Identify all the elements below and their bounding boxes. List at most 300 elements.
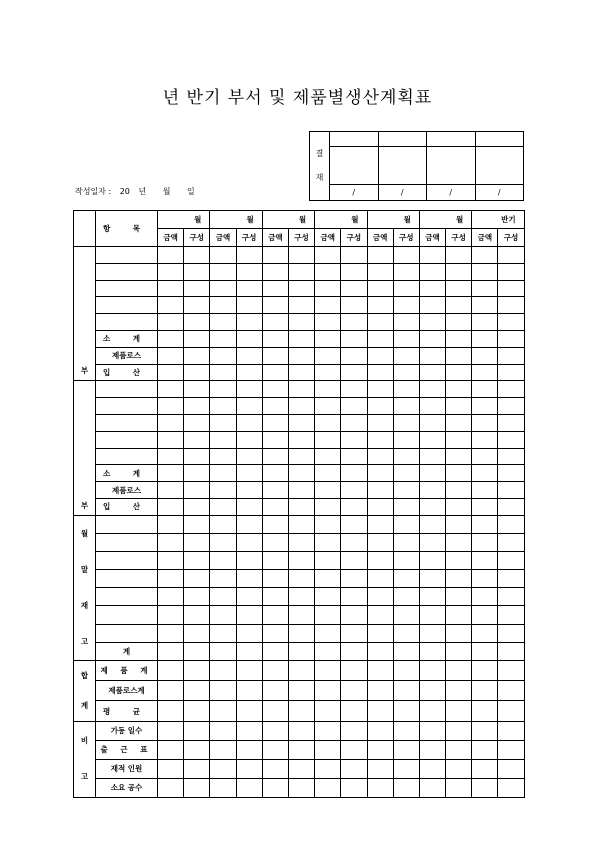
- value-cell[interactable]: [184, 330, 210, 347]
- value-cell[interactable]: [419, 740, 445, 759]
- value-cell[interactable]: [158, 515, 184, 533]
- value-cell[interactable]: [184, 681, 210, 701]
- value-cell[interactable]: [419, 347, 445, 364]
- value-cell[interactable]: [210, 660, 236, 680]
- value-cell[interactable]: [367, 414, 393, 431]
- value-cell[interactable]: [184, 721, 210, 740]
- value-cell[interactable]: [341, 263, 367, 280]
- value-cell[interactable]: [419, 721, 445, 740]
- value-cell[interactable]: [288, 721, 314, 740]
- value-cell[interactable]: [498, 759, 524, 778]
- value-cell[interactable]: [393, 515, 419, 533]
- value-cell[interactable]: [315, 381, 341, 398]
- value-cell[interactable]: [419, 465, 445, 482]
- value-cell[interactable]: [446, 740, 472, 759]
- item-name-cell[interactable]: [96, 398, 158, 415]
- value-cell[interactable]: [315, 330, 341, 347]
- value-cell[interactable]: [210, 570, 236, 588]
- value-cell[interactable]: [236, 588, 262, 606]
- value-cell[interactable]: [472, 721, 498, 740]
- item-name-cell[interactable]: [96, 570, 158, 588]
- value-cell[interactable]: [158, 642, 184, 660]
- value-cell[interactable]: [472, 330, 498, 347]
- value-cell[interactable]: [184, 660, 210, 680]
- value-cell[interactable]: [262, 759, 288, 778]
- value-cell[interactable]: [341, 280, 367, 297]
- value-cell[interactable]: [210, 740, 236, 759]
- value-cell[interactable]: [236, 314, 262, 331]
- value-cell[interactable]: [472, 552, 498, 570]
- value-cell[interactable]: [498, 606, 524, 624]
- value-cell[interactable]: [341, 778, 367, 797]
- value-cell[interactable]: [315, 624, 341, 642]
- value-cell[interactable]: [446, 660, 472, 680]
- value-cell[interactable]: [210, 701, 236, 721]
- value-cell[interactable]: [210, 533, 236, 551]
- value-cell[interactable]: [315, 364, 341, 381]
- value-cell[interactable]: [393, 552, 419, 570]
- value-cell[interactable]: [472, 263, 498, 280]
- value-cell[interactable]: [236, 721, 262, 740]
- value-cell[interactable]: [446, 606, 472, 624]
- value-cell[interactable]: [236, 482, 262, 499]
- value-cell[interactable]: [184, 642, 210, 660]
- value-cell[interactable]: [498, 498, 524, 515]
- value-cell[interactable]: [393, 347, 419, 364]
- value-cell[interactable]: [419, 398, 445, 415]
- value-cell[interactable]: [315, 552, 341, 570]
- value-cell[interactable]: [262, 482, 288, 499]
- value-cell[interactable]: [498, 431, 524, 448]
- value-cell[interactable]: [315, 448, 341, 465]
- value-cell[interactable]: [288, 642, 314, 660]
- value-cell[interactable]: [236, 414, 262, 431]
- value-cell[interactable]: [393, 398, 419, 415]
- value-cell[interactable]: [498, 701, 524, 721]
- value-cell[interactable]: [158, 740, 184, 759]
- value-cell[interactable]: [419, 482, 445, 499]
- value-cell[interactable]: [262, 280, 288, 297]
- value-cell[interactable]: [236, 247, 262, 264]
- value-cell[interactable]: [288, 347, 314, 364]
- approval-date-cell[interactable]: /: [378, 185, 427, 201]
- value-cell[interactable]: [472, 414, 498, 431]
- value-cell[interactable]: [236, 347, 262, 364]
- value-cell[interactable]: [158, 314, 184, 331]
- value-cell[interactable]: [341, 588, 367, 606]
- value-cell[interactable]: [393, 588, 419, 606]
- value-cell[interactable]: [158, 624, 184, 642]
- value-cell[interactable]: [262, 681, 288, 701]
- value-cell[interactable]: [472, 642, 498, 660]
- value-cell[interactable]: [288, 740, 314, 759]
- value-cell[interactable]: [210, 642, 236, 660]
- item-name-cell[interactable]: [96, 414, 158, 431]
- value-cell[interactable]: [393, 330, 419, 347]
- value-cell[interactable]: [315, 482, 341, 499]
- value-cell[interactable]: [367, 482, 393, 499]
- value-cell[interactable]: [262, 660, 288, 680]
- value-cell[interactable]: [184, 588, 210, 606]
- value-cell[interactable]: [288, 588, 314, 606]
- value-cell[interactable]: [210, 431, 236, 448]
- value-cell[interactable]: [262, 347, 288, 364]
- value-cell[interactable]: [341, 398, 367, 415]
- value-cell[interactable]: [184, 759, 210, 778]
- value-cell[interactable]: [419, 759, 445, 778]
- value-cell[interactable]: [262, 778, 288, 797]
- value-cell[interactable]: [184, 448, 210, 465]
- value-cell[interactable]: [446, 263, 472, 280]
- item-name-cell[interactable]: [96, 606, 158, 624]
- value-cell[interactable]: [262, 263, 288, 280]
- item-name-cell[interactable]: [96, 297, 158, 314]
- value-cell[interactable]: [158, 498, 184, 515]
- value-cell[interactable]: [210, 759, 236, 778]
- value-cell[interactable]: [236, 778, 262, 797]
- value-cell[interactable]: [419, 624, 445, 642]
- value-cell[interactable]: [236, 533, 262, 551]
- value-cell[interactable]: [315, 263, 341, 280]
- value-cell[interactable]: [498, 381, 524, 398]
- value-cell[interactable]: [341, 515, 367, 533]
- value-cell[interactable]: [210, 606, 236, 624]
- value-cell[interactable]: [210, 515, 236, 533]
- approval-sign-cell[interactable]: [330, 147, 379, 185]
- value-cell[interactable]: [498, 515, 524, 533]
- value-cell[interactable]: [393, 381, 419, 398]
- value-cell[interactable]: [498, 552, 524, 570]
- value-cell[interactable]: [498, 347, 524, 364]
- value-cell[interactable]: [288, 448, 314, 465]
- value-cell[interactable]: [210, 498, 236, 515]
- value-cell[interactable]: [210, 381, 236, 398]
- value-cell[interactable]: [184, 624, 210, 642]
- value-cell[interactable]: [315, 588, 341, 606]
- value-cell[interactable]: [262, 364, 288, 381]
- value-cell[interactable]: [472, 448, 498, 465]
- value-cell[interactable]: [262, 431, 288, 448]
- value-cell[interactable]: [262, 330, 288, 347]
- value-cell[interactable]: [315, 431, 341, 448]
- value-cell[interactable]: [262, 642, 288, 660]
- value-cell[interactable]: [472, 364, 498, 381]
- value-cell[interactable]: [262, 498, 288, 515]
- value-cell[interactable]: [419, 330, 445, 347]
- value-cell[interactable]: [184, 314, 210, 331]
- value-cell[interactable]: [236, 498, 262, 515]
- item-name-cell[interactable]: [96, 448, 158, 465]
- value-cell[interactable]: [184, 533, 210, 551]
- value-cell[interactable]: [315, 701, 341, 721]
- value-cell[interactable]: [158, 701, 184, 721]
- value-cell[interactable]: [472, 624, 498, 642]
- value-cell[interactable]: [446, 330, 472, 347]
- approval-title-cell[interactable]: [475, 132, 524, 147]
- value-cell[interactable]: [498, 721, 524, 740]
- value-cell[interactable]: [341, 759, 367, 778]
- value-cell[interactable]: [288, 280, 314, 297]
- value-cell[interactable]: [262, 533, 288, 551]
- value-cell[interactable]: [315, 314, 341, 331]
- value-cell[interactable]: [367, 398, 393, 415]
- value-cell[interactable]: [472, 465, 498, 482]
- value-cell[interactable]: [341, 465, 367, 482]
- value-cell[interactable]: [236, 297, 262, 314]
- value-cell[interactable]: [446, 498, 472, 515]
- value-cell[interactable]: [158, 660, 184, 680]
- value-cell[interactable]: [315, 778, 341, 797]
- value-cell[interactable]: [498, 297, 524, 314]
- value-cell[interactable]: [158, 263, 184, 280]
- value-cell[interactable]: [393, 498, 419, 515]
- value-cell[interactable]: [367, 740, 393, 759]
- value-cell[interactable]: [210, 465, 236, 482]
- value-cell[interactable]: [472, 588, 498, 606]
- value-cell[interactable]: [288, 533, 314, 551]
- value-cell[interactable]: [315, 280, 341, 297]
- value-cell[interactable]: [315, 498, 341, 515]
- value-cell[interactable]: [367, 642, 393, 660]
- value-cell[interactable]: [498, 533, 524, 551]
- value-cell[interactable]: [367, 314, 393, 331]
- value-cell[interactable]: [498, 280, 524, 297]
- value-cell[interactable]: [419, 280, 445, 297]
- value-cell[interactable]: [446, 247, 472, 264]
- value-cell[interactable]: [315, 347, 341, 364]
- value-cell[interactable]: [210, 263, 236, 280]
- value-cell[interactable]: [393, 465, 419, 482]
- value-cell[interactable]: [262, 398, 288, 415]
- value-cell[interactable]: [367, 681, 393, 701]
- value-cell[interactable]: [236, 465, 262, 482]
- value-cell[interactable]: [341, 347, 367, 364]
- value-cell[interactable]: [446, 398, 472, 415]
- value-cell[interactable]: [341, 701, 367, 721]
- value-cell[interactable]: [315, 740, 341, 759]
- value-cell[interactable]: [315, 606, 341, 624]
- value-cell[interactable]: [288, 498, 314, 515]
- value-cell[interactable]: [184, 740, 210, 759]
- value-cell[interactable]: [210, 552, 236, 570]
- value-cell[interactable]: [236, 606, 262, 624]
- value-cell[interactable]: [446, 624, 472, 642]
- value-cell[interactable]: [393, 247, 419, 264]
- value-cell[interactable]: [341, 660, 367, 680]
- value-cell[interactable]: [498, 588, 524, 606]
- value-cell[interactable]: [446, 588, 472, 606]
- value-cell[interactable]: [367, 431, 393, 448]
- value-cell[interactable]: [446, 701, 472, 721]
- value-cell[interactable]: [419, 778, 445, 797]
- value-cell[interactable]: [419, 247, 445, 264]
- value-cell[interactable]: [472, 570, 498, 588]
- value-cell[interactable]: [393, 701, 419, 721]
- value-cell[interactable]: [341, 681, 367, 701]
- value-cell[interactable]: [341, 482, 367, 499]
- value-cell[interactable]: [446, 721, 472, 740]
- value-cell[interactable]: [393, 448, 419, 465]
- value-cell[interactable]: [158, 681, 184, 701]
- value-cell[interactable]: [498, 482, 524, 499]
- value-cell[interactable]: [341, 247, 367, 264]
- value-cell[interactable]: [158, 364, 184, 381]
- value-cell[interactable]: [498, 364, 524, 381]
- value-cell[interactable]: [393, 263, 419, 280]
- value-cell[interactable]: [341, 606, 367, 624]
- value-cell[interactable]: [315, 465, 341, 482]
- value-cell[interactable]: [315, 515, 341, 533]
- value-cell[interactable]: [393, 778, 419, 797]
- item-name-cell[interactable]: [96, 533, 158, 551]
- value-cell[interactable]: [419, 606, 445, 624]
- value-cell[interactable]: [393, 533, 419, 551]
- item-name-cell[interactable]: [96, 431, 158, 448]
- value-cell[interactable]: [184, 465, 210, 482]
- value-cell[interactable]: [367, 515, 393, 533]
- value-cell[interactable]: [472, 778, 498, 797]
- value-cell[interactable]: [158, 778, 184, 797]
- value-cell[interactable]: [315, 398, 341, 415]
- value-cell[interactable]: [288, 364, 314, 381]
- value-cell[interactable]: [419, 314, 445, 331]
- value-cell[interactable]: [158, 588, 184, 606]
- value-cell[interactable]: [236, 364, 262, 381]
- value-cell[interactable]: [236, 330, 262, 347]
- value-cell[interactable]: [236, 263, 262, 280]
- value-cell[interactable]: [498, 465, 524, 482]
- value-cell[interactable]: [419, 533, 445, 551]
- value-cell[interactable]: [393, 681, 419, 701]
- value-cell[interactable]: [236, 280, 262, 297]
- value-cell[interactable]: [158, 297, 184, 314]
- value-cell[interactable]: [472, 515, 498, 533]
- value-cell[interactable]: [158, 431, 184, 448]
- value-cell[interactable]: [419, 431, 445, 448]
- value-cell[interactable]: [184, 701, 210, 721]
- value-cell[interactable]: [367, 552, 393, 570]
- value-cell[interactable]: [367, 570, 393, 588]
- value-cell[interactable]: [158, 721, 184, 740]
- value-cell[interactable]: [158, 448, 184, 465]
- value-cell[interactable]: [498, 247, 524, 264]
- value-cell[interactable]: [158, 347, 184, 364]
- value-cell[interactable]: [367, 759, 393, 778]
- value-cell[interactable]: [446, 482, 472, 499]
- value-cell[interactable]: [472, 280, 498, 297]
- approval-date-cell[interactable]: /: [427, 185, 476, 201]
- value-cell[interactable]: [498, 263, 524, 280]
- value-cell[interactable]: [236, 740, 262, 759]
- value-cell[interactable]: [184, 364, 210, 381]
- value-cell[interactable]: [288, 606, 314, 624]
- value-cell[interactable]: [262, 721, 288, 740]
- value-cell[interactable]: [288, 570, 314, 588]
- value-cell[interactable]: [419, 642, 445, 660]
- value-cell[interactable]: [419, 498, 445, 515]
- value-cell[interactable]: [472, 740, 498, 759]
- value-cell[interactable]: [367, 280, 393, 297]
- value-cell[interactable]: [315, 759, 341, 778]
- value-cell[interactable]: [236, 398, 262, 415]
- value-cell[interactable]: [498, 314, 524, 331]
- approval-title-cell[interactable]: [330, 132, 379, 147]
- value-cell[interactable]: [236, 381, 262, 398]
- value-cell[interactable]: [472, 314, 498, 331]
- value-cell[interactable]: [158, 482, 184, 499]
- value-cell[interactable]: [210, 482, 236, 499]
- value-cell[interactable]: [184, 606, 210, 624]
- value-cell[interactable]: [393, 414, 419, 431]
- value-cell[interactable]: [472, 381, 498, 398]
- value-cell[interactable]: [367, 465, 393, 482]
- value-cell[interactable]: [210, 448, 236, 465]
- value-cell[interactable]: [288, 778, 314, 797]
- value-cell[interactable]: [184, 263, 210, 280]
- value-cell[interactable]: [367, 448, 393, 465]
- value-cell[interactable]: [367, 347, 393, 364]
- value-cell[interactable]: [367, 624, 393, 642]
- value-cell[interactable]: [393, 482, 419, 499]
- value-cell[interactable]: [498, 642, 524, 660]
- value-cell[interactable]: [184, 482, 210, 499]
- value-cell[interactable]: [210, 721, 236, 740]
- value-cell[interactable]: [498, 660, 524, 680]
- value-cell[interactable]: [419, 297, 445, 314]
- value-cell[interactable]: [498, 778, 524, 797]
- value-cell[interactable]: [262, 247, 288, 264]
- value-cell[interactable]: [236, 448, 262, 465]
- value-cell[interactable]: [210, 247, 236, 264]
- value-cell[interactable]: [393, 431, 419, 448]
- value-cell[interactable]: [158, 465, 184, 482]
- value-cell[interactable]: [158, 280, 184, 297]
- item-name-cell[interactable]: [96, 624, 158, 642]
- value-cell[interactable]: [184, 381, 210, 398]
- value-cell[interactable]: [472, 681, 498, 701]
- value-cell[interactable]: [236, 642, 262, 660]
- value-cell[interactable]: [341, 448, 367, 465]
- value-cell[interactable]: [419, 588, 445, 606]
- value-cell[interactable]: [393, 740, 419, 759]
- value-cell[interactable]: [288, 330, 314, 347]
- value-cell[interactable]: [498, 624, 524, 642]
- value-cell[interactable]: [419, 552, 445, 570]
- value-cell[interactable]: [472, 533, 498, 551]
- value-cell[interactable]: [288, 660, 314, 680]
- value-cell[interactable]: [446, 448, 472, 465]
- value-cell[interactable]: [288, 624, 314, 642]
- value-cell[interactable]: [184, 297, 210, 314]
- value-cell[interactable]: [341, 381, 367, 398]
- value-cell[interactable]: [262, 314, 288, 331]
- value-cell[interactable]: [288, 431, 314, 448]
- value-cell[interactable]: [446, 414, 472, 431]
- item-name-cell[interactable]: [96, 314, 158, 331]
- value-cell[interactable]: [367, 364, 393, 381]
- value-cell[interactable]: [210, 624, 236, 642]
- value-cell[interactable]: [367, 533, 393, 551]
- value-cell[interactable]: [158, 533, 184, 551]
- value-cell[interactable]: [158, 330, 184, 347]
- value-cell[interactable]: [472, 482, 498, 499]
- value-cell[interactable]: [341, 414, 367, 431]
- value-cell[interactable]: [288, 482, 314, 499]
- value-cell[interactable]: [288, 414, 314, 431]
- value-cell[interactable]: [262, 414, 288, 431]
- value-cell[interactable]: [315, 297, 341, 314]
- value-cell[interactable]: [210, 414, 236, 431]
